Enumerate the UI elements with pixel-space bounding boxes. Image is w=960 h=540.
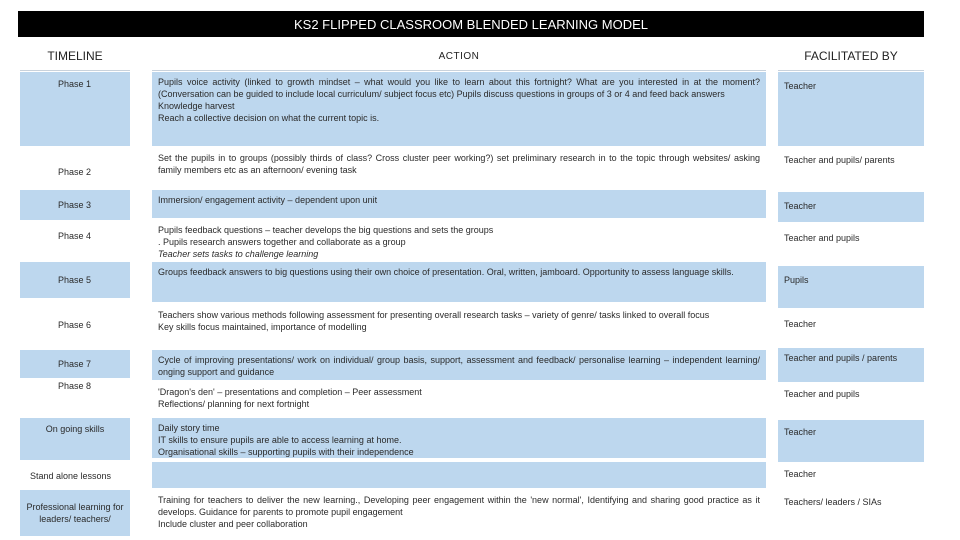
facilitator-phase-3: Teacher xyxy=(778,192,924,222)
timeline-ongoing-skills: On going skills xyxy=(20,418,130,460)
timeline-phase-3: Phase 3 xyxy=(20,190,130,220)
facilitator-phase-6: Teacher xyxy=(778,310,924,346)
facilitator-ongoing-skills: Teacher xyxy=(778,420,924,462)
action-ongoing-skills: Daily story time IT skills to ensure pupils are able to access learning at home. Organisational skills – supporting pupils with their independence xyxy=(152,418,766,458)
timeline-professional-learning: Professional learning for leaders/ teachers/ xyxy=(20,490,130,536)
timeline-phase-7: Phase 7 xyxy=(20,350,130,378)
facilitator-phase-8: Teacher and pupils xyxy=(778,384,924,418)
action-stand-alone-lessons xyxy=(152,462,766,488)
facilitator-phase-7: Teacher and pupils / parents xyxy=(778,348,924,382)
action-phase-4: Pupils feedback questions – teacher develops the big questions and sets the groups . Pupils research answers together and collaborate as a group Teacher sets tasks to challenge learning xyxy=(152,220,766,260)
action-phase-1: Pupils voice activity (linked to growth mindset – what would you like to learn about this fortnight? What are you interested in at the moment? (Conversation can be guided to include local curriculum/ subject focus etc) Pupils discuss questions in groups of 3 or 4 and feed back answers Knowledge harvest Reach a collective decision on what the current topic is. xyxy=(152,72,766,146)
timeline-stand-alone-lessons: Stand alone lessons xyxy=(20,462,130,490)
facilitator-phase-1: Teacher xyxy=(778,72,924,146)
facilitator-phase-5: Pupils xyxy=(778,266,924,308)
header-action: ACTION xyxy=(152,42,766,71)
timeline-phase-2: Phase 2 xyxy=(20,148,130,190)
header-timeline: TIMELINE xyxy=(20,42,130,71)
timeline-phase-4: Phase 4 xyxy=(20,222,130,252)
facilitator-phase-4: Teacher and pupils xyxy=(778,224,924,264)
action-phase-2: Set the pupils in to groups (possibly thirds of class? Cross cluster peer working?) set preliminary research in to the topic through websites/ asking family members etc as an afternoon/ evening task xyxy=(152,148,766,188)
action-phase-3: Immersion/ engagement activity – dependent upon unit xyxy=(152,190,766,218)
timeline-phase-1: Phase 1 xyxy=(20,72,130,146)
facilitator-professional-learning: Teachers/ leaders / SIAs xyxy=(778,490,924,536)
timeline-phase-6: Phase 6 xyxy=(20,300,130,350)
facilitator-phase-2: Teacher and pupils/ parents xyxy=(778,148,924,190)
timeline-phase-8: Phase 8 xyxy=(20,378,130,418)
header-facilitated-by: FACILITATED BY xyxy=(778,42,924,71)
timeline-phase-5: Phase 5 xyxy=(20,262,130,298)
action-professional-learning: Training for teachers to deliver the new learning., Developing peer engagement within the 'new normal', Identifying and sharing good practice as it develops. Guidance for parents to promote pupil engagement Include cluster and peer collaboration xyxy=(152,490,766,536)
facilitator-stand-alone-lessons: Teacher xyxy=(778,464,924,490)
action-phase-8: 'Dragon's den' – presentations and completion – Peer assessment Reflections/ planning for next fortnight xyxy=(152,382,766,416)
action-phase-7: Cycle of improving presentations/ work on individual/ group basis, support, assessment and feedback/ personalise learning – independent learning/ onging support and guidance xyxy=(152,350,766,380)
action-phase-6: Teachers show various methods following assessment for presenting overall research tasks – variety of genre/ tasks linked to overall focus Key skills focus maintained, importance of modelling xyxy=(152,305,766,349)
action-phase-5: Groups feedback answers to big questions using their own choice of presentation. Oral, written, jamboard. Opportunity to assess language skills. xyxy=(152,262,766,302)
page-title: KS2 FLIPPED CLASSROOM BLENDED LEARNING MODEL xyxy=(18,11,924,37)
